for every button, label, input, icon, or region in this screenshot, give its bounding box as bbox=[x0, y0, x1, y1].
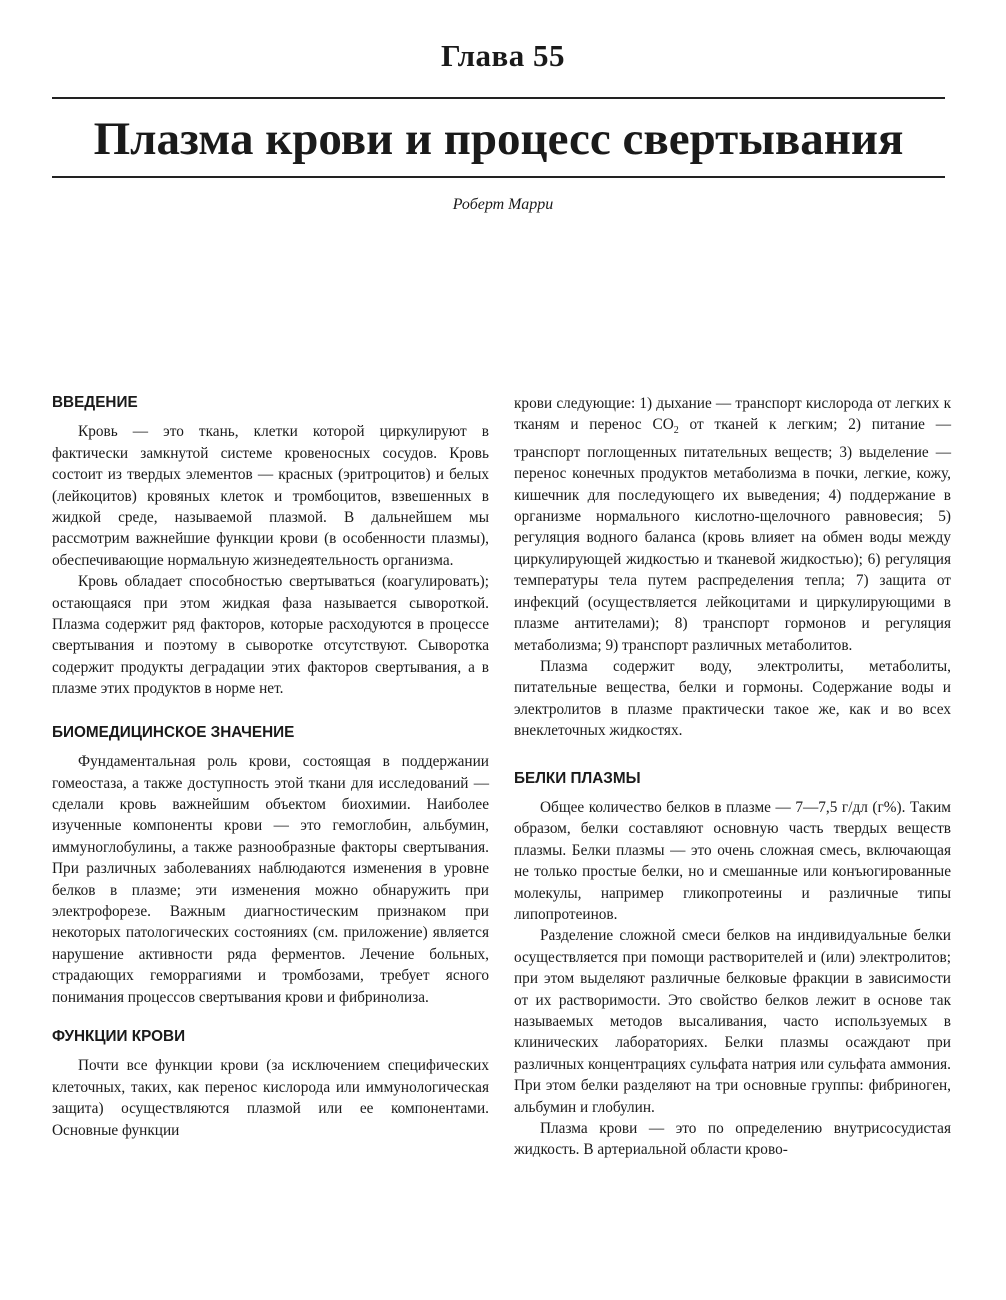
text-segment: от тканей к легким; 2) питание — транспорт поглощенных питательных веществ; 3) выделение — перенос конечных продуктов метаболизма в почки, легкие, кожу, кишечник для последующего их выведения; 4) поддержание в организме нормального кислотно-щелочного равновесия; 5) регуляция водного баланса (кровь влияет на обмен воды между циркулирующей жидкостью и тканевой жидкостью); 6) регуляция температуры тела путем распределения тепла; 7) защита от инфекций (осуществляется лейкоцитами и циркулирующими в плазме антителами); 8) транспорт гормонов и регуляция метаболизма; 9) транспорт различных метаболитов. bbox=[514, 416, 952, 654]
bottom-rule bbox=[52, 176, 945, 178]
top-rule bbox=[52, 97, 945, 99]
paragraph: Плазма крови — это по определению внутрисосудистая жидкость. В артериальной области крово- bbox=[514, 1120, 951, 1159]
paragraph: Фундаментальная роль крови, состоящая в поддержании гомеостаза, а также доступность этой ткани для исследований — сделали кровь важнейшим объектом биохимии. Наиболее изученные компоненты крови — это гемоглобин, альбумин, иммуноглобулины, а также разнообразные факторы свертывания. При различных заболеваниях наблюдаются изменения в уровне белков в плазме; эти изменения можно обнаружить при электрофорезе. Важным диагностическим признаком при некоторых патологических состояниях (см. приложение) является нарушение активности ряда ферментов. Лечение больных, страдающих геморрагиями и тромбозами, требует ясного понимания процессов свертывания крови и фибринолиза. bbox=[52, 753, 489, 1006]
right-column bbox=[514, 393, 951, 1161]
subscript: 2 bbox=[673, 425, 679, 437]
author: Роберт Марри bbox=[452, 196, 554, 213]
section-heading-proteins: БЕЛКИ ПЛАЗМЫ bbox=[514, 769, 641, 787]
left-column bbox=[52, 392, 489, 1141]
chapter-number: Глава 55 bbox=[440, 38, 566, 73]
paragraph: Кровь обладает способностью свертываться (коагулировать); остающаяся при этом жидкая фаза называется сывороткой. Плазма содержит ряд факторов, которые расходуются в процессе свертывания и поэтому в сыворотке отсутствуют. Сыворотка содержит продукты деградации этих факторов свертывания, а в плазме этих продуктов в норме нет. bbox=[52, 573, 489, 698]
paragraph bbox=[514, 393, 951, 656]
paragraph: Плазма содержит воду, электролиты, метаболиты, питательные вещества, белки и гормоны. Содержание воды и электролитов в плазме практически такое же, как и во всех внеклеточных жидкостях. bbox=[514, 657, 951, 740]
paragraph: Общее количество белков в плазме — 7—7,5 г/дл (г%). Таким образом, белки составляют основную часть твердых веществ плазмы. Белки плазмы — это очень сложная смесь, включающая не только простые белки, но и смешанные или конъюгированные молекулы, например гликопротеины и различные типы липопротеинов. bbox=[514, 798, 951, 923]
paragraph: Разделение сложной смеси белков на индивидуальные белки осуществляется при помощи растворителей и (или) электролитов; при этом выделяют различные белковые фракции в зависимости от их растворимости. Это свойство белков лежит в основе так называемых методов высаливания, часто используемых в клинических лабораториях. Белки плазмы осаждают при различных концентрациях сульфата натрия или сульфата аммония. При этом белки разделяют на три основные группы: фибриноген, альбумин и глобулин. bbox=[514, 927, 951, 1116]
text-segment: крови следующие: 1) дыхание — транспорт кислорода от легких к тканям и перенос CO bbox=[514, 395, 951, 434]
section-heading-intro: ВВЕДЕНИЕ bbox=[52, 394, 138, 411]
paragraph: Кровь — это ткань, клетки которой циркулируют в фактически замкнутой системе кровеносных сосудов. Кровь состоит из твердых элементов — красных (эритроцитов) и белых (лейкоцитов) кровяных клеток и тромбоцитов, взвешенных в жидкой среде, называемой плазмой. В дальнейшем мы рассмотрим важнейшие функции крови (в особенности плазмы), обеспечивающие нормальную жизнедеятельность организма. bbox=[52, 423, 489, 569]
section-heading-biomed: БИОМЕДИЦИНСКОЕ ЗНАЧЕНИЕ bbox=[52, 723, 295, 741]
page-title: Плазма крови и процесс свертывания bbox=[93, 113, 904, 165]
paragraph: Почти все функции крови (за исключением специфических клеточных, таких, как перенос кислорода или иммунологическая защита) осуществляются плазмой или ее компонентами. Основные функции bbox=[52, 1057, 489, 1139]
section-heading-functions: ФУНКЦИИ КРОВИ bbox=[52, 1027, 186, 1045]
